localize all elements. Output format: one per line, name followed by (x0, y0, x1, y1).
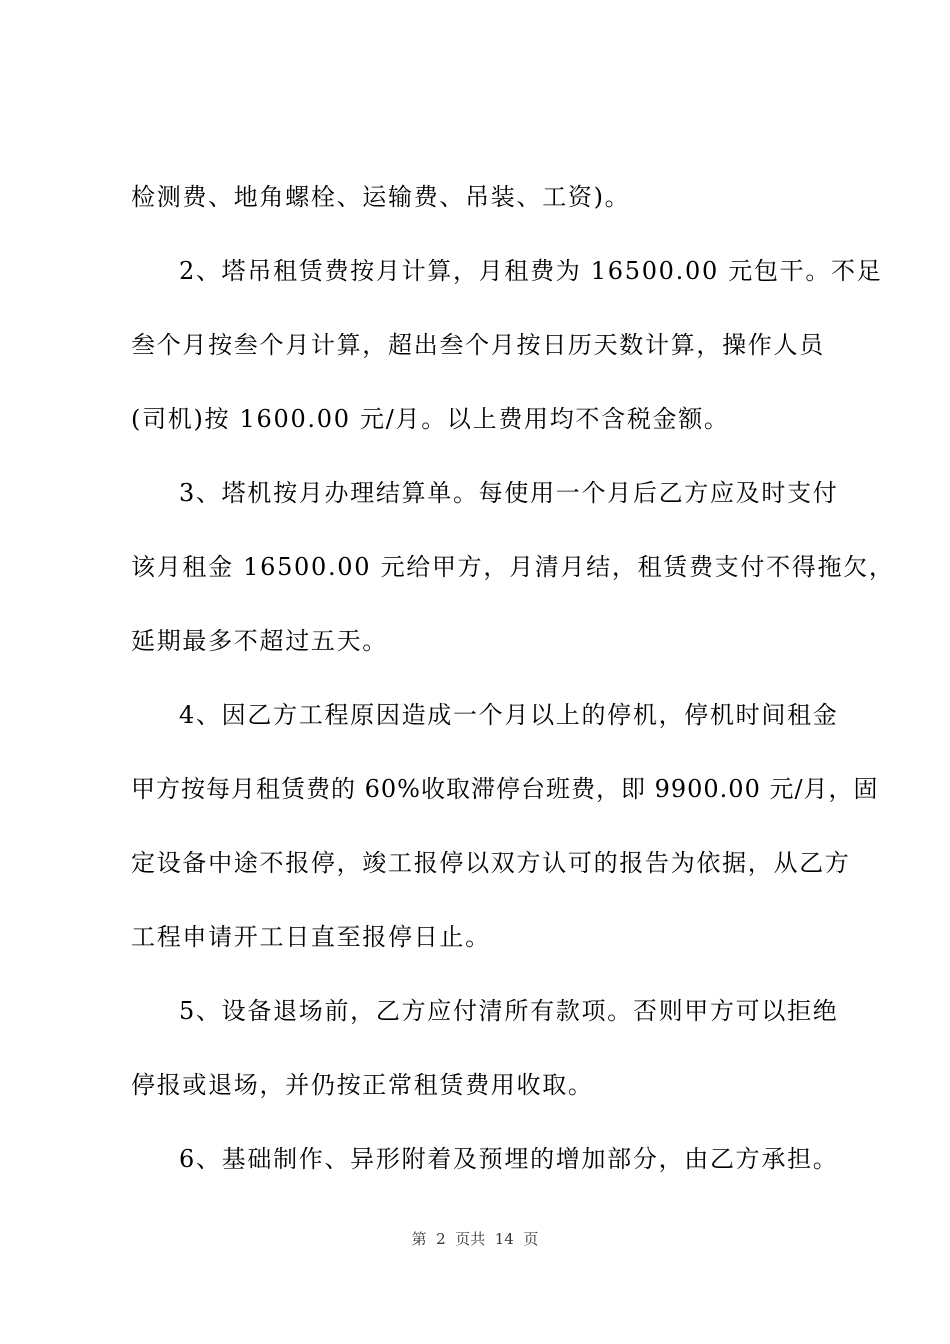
text-line: 叁个月按叁个月计算，超出叁个月按日历天数计算，操作人员 (131, 331, 825, 359)
text-line: 检测费、地角螺栓、运输费、吊装、工资)。 (131, 183, 631, 211)
text-line: 该月租金 16500.00 元给甲方，月清月结，租赁费支付不得拖欠， (131, 553, 895, 581)
text-line: 3、塔机按月办理结算单。每使用一个月后乙方应及时支付 (179, 479, 839, 507)
text-line: 2、塔吊租赁费按月计算，月租费为 16500.00 元包干。不足 (179, 257, 883, 285)
page-number-footer: 第 2 页共 14 页 (411, 1230, 539, 1248)
text-line: 4、因乙方工程原因造成一个月以上的停机，停机时间租金 (179, 701, 839, 729)
text-line: 甲方按每月租赁费的 60%收取滞停台班费，即 9900.00 元/月，固 (131, 775, 879, 803)
text-line: 定设备中途不报停，竣工报停以双方认可的报告为依据，从乙方 (131, 849, 851, 877)
text-line: 停报或退场，并仍按正常租赁费用收取。 (131, 1071, 594, 1099)
text-line: 工程申请开工日直至报停日止。 (131, 923, 491, 951)
text-line: 6、基础制作、异形附着及预埋的增加部分，由乙方承担。 (179, 1145, 839, 1173)
text-line: 延期最多不超过五天。 (131, 627, 388, 655)
text-line: (司机)按 1600.00 元/月。以上费用均不含税金额。 (131, 405, 730, 433)
text-line: 5、设备退场前，乙方应付清所有款项。否则甲方可以拒绝 (179, 997, 839, 1025)
